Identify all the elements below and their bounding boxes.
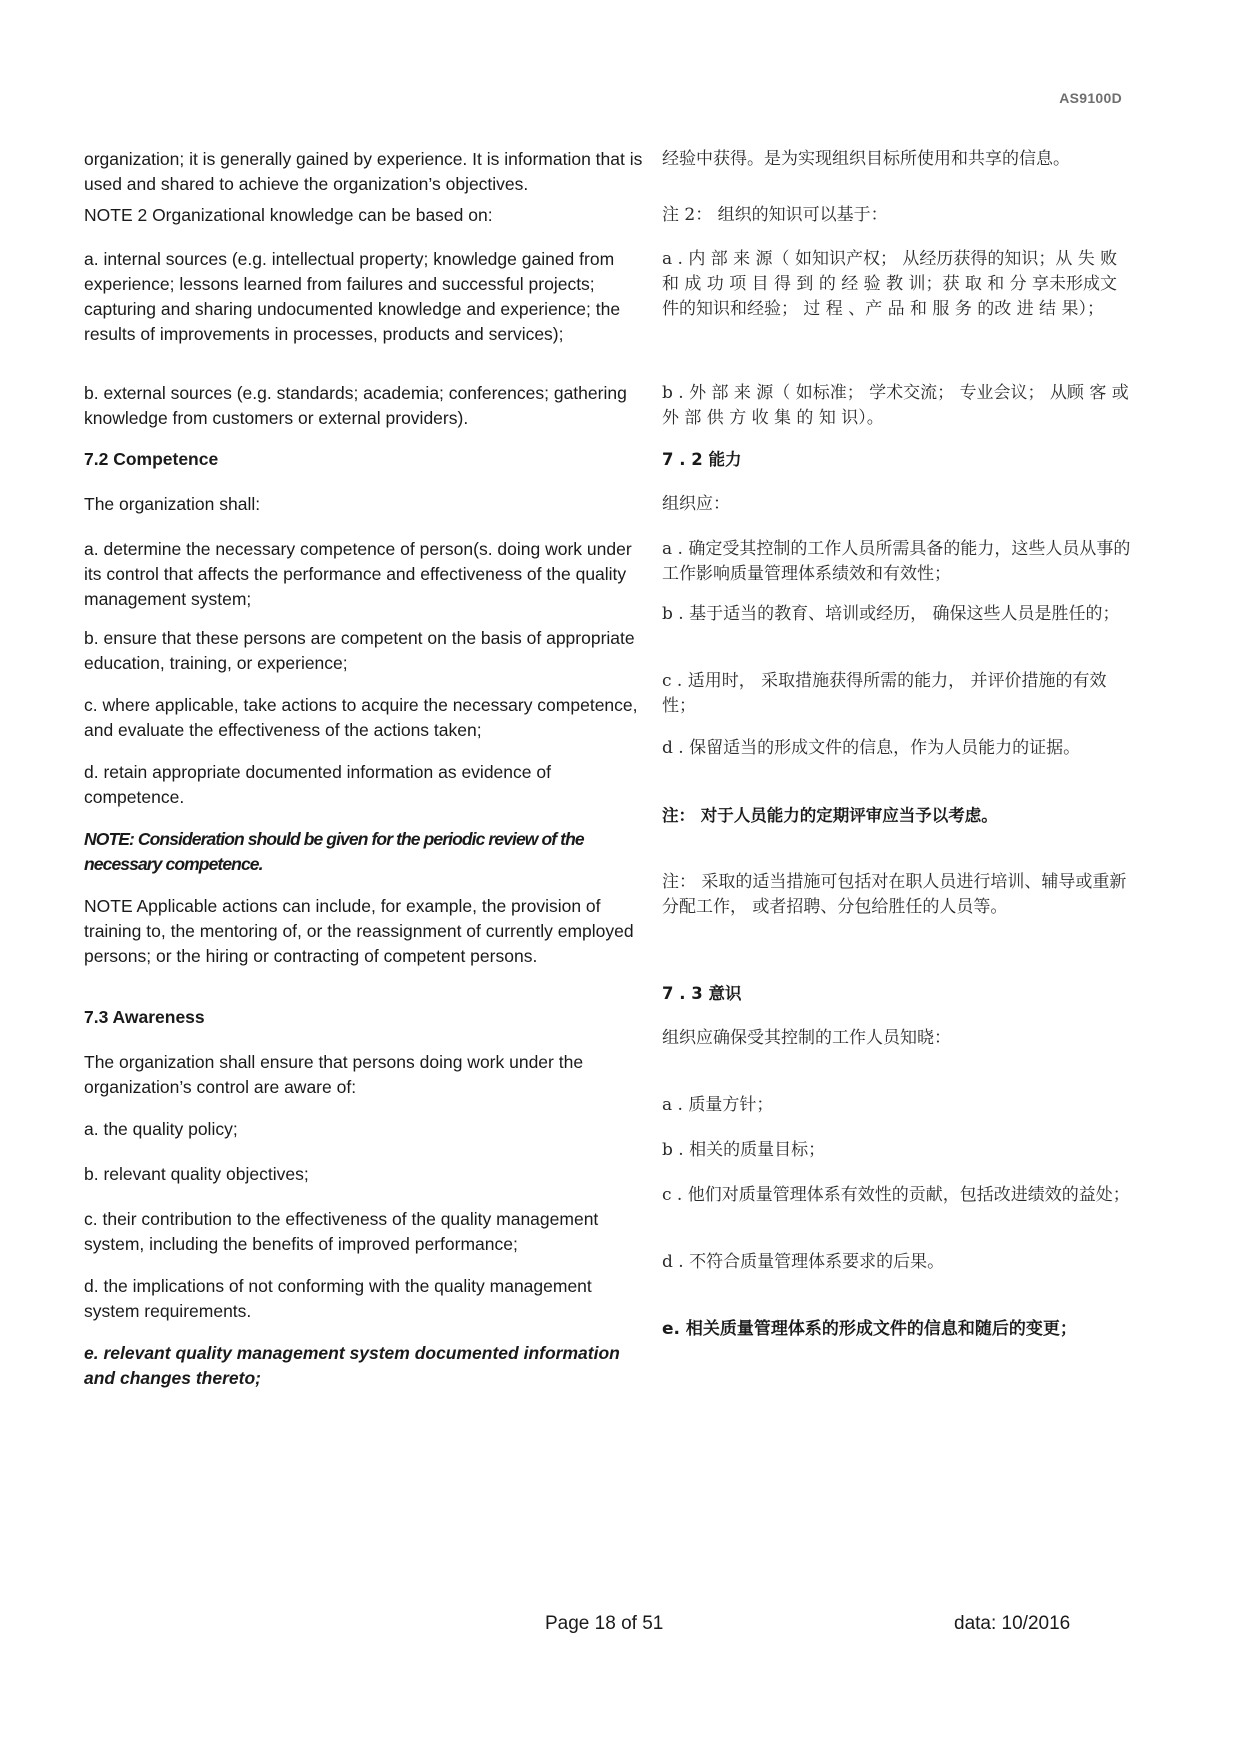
en-competence-item-c: c. where applicable, take actions to acquire the necessary competence, and evaluate the effectiveness of the actions taken;: [84, 695, 638, 740]
zh-knowledge-definition-continued: 经验中获得。是为实现组织目标所使用和共享的信息。: [662, 149, 1070, 169]
zh-internal-sources: a . 内 部 来 源（ 如知识产权； 从经历获得的知识；从 失 败 和 成 功 项 目 得 到 的 经 验 教 训；获 取 和 分 享未形成文件的知识和经验； 过 程 、产 品 和 服 务 的改 进 结 果）；: [662, 249, 1118, 319]
en-competence-item-a: a. determine the necessary competence of person(s. doing work under its control that affects the performance and effectiveness of the quality management system;: [84, 539, 632, 609]
en-awareness-item-d: d. the implications of not conforming with the quality management system requirements.: [84, 1276, 592, 1321]
page-number: Page 18 of 51: [545, 1613, 664, 1634]
zh-note-periodic-review: 注： 对于人员能力的定期评审应当予以考虑。: [662, 806, 998, 825]
en-knowledge-definition-continued: organization; it is generally gained by experience. It is information that is used and shared to achieve the organization’s objectives.: [84, 149, 643, 194]
en-external-sources: b. external sources (e.g. standards; academia; conferences; gathering knowledge from customers or external providers).: [84, 383, 627, 428]
zh-external-sources: b . 外 部 来 源（ 如标准； 学术交流； 专业会议； 从顾 客 或 外 部 供 方 收 集 的 知 识）。: [662, 383, 1129, 428]
zh-awareness-item-a: a . 质量方针；: [662, 1095, 774, 1115]
revision-date: data: 10/2016: [954, 1613, 1071, 1634]
en-note-applicable-actions: NOTE Applicable actions can include, for example, the provision of training to, the mentoring of, or the reassignment of currently employed persons; or the hiring or contracting of competent persons.: [84, 896, 634, 966]
en-awareness-item-b: b. relevant quality objectives;: [84, 1164, 309, 1184]
zh-competence-item-d: d . 保留适当的形成文件的信息，作为人员能力的证据。: [662, 738, 1081, 758]
zh-organization-shall: 组织应：: [662, 494, 730, 514]
document-code: AS9100D: [1059, 90, 1122, 106]
en-internal-sources: a. internal sources (e.g. intellectual property; knowledge gained from experience; lessons learned from failures and successful projects; capturing and sharing undocumented knowledge and experience; the results of improvements in processes, products and services);: [84, 249, 621, 344]
en-awareness-item-a: a. the quality policy;: [84, 1119, 238, 1139]
zh-heading-7-2: 7 . 2 能力: [662, 450, 742, 469]
en-note-periodic-review: NOTE: Consideration should be given for the periodic review of the necessary competence.: [84, 829, 584, 874]
zh-competence-item-a: a . 确定受其控制的工作人员所需具备的能力，这些人员从事的工作影响质量管理体系绩效和有效性；: [662, 539, 1131, 584]
zh-awareness-item-d: d . 不符合质量管理体系要求的后果。: [662, 1252, 945, 1272]
en-heading-7-3: 7.3 Awareness: [84, 1007, 205, 1027]
en-organization-shall: The organization shall:: [84, 494, 261, 514]
zh-note-2: 注 2： 组织的知识可以基于：: [662, 205, 888, 225]
zh-awareness-item-b: b . 相关的质量目标；: [662, 1140, 826, 1160]
en-competence-item-b: b. ensure that these persons are competent on the basis of appropriate education, training, or experience;: [84, 628, 635, 673]
zh-awareness-item-c: c . 他们对质量管理体系有效性的贡献，包括改进绩效的益处；: [662, 1185, 1130, 1205]
zh-awareness-item-e: e. 相关质量管理体系的形成文件的信息和随后的变更；: [662, 1319, 1077, 1339]
zh-competence-item-b: b . 基于适当的教育、培训或经历， 确保这些人员是胜任的；: [662, 604, 1120, 624]
zh-heading-7-3: 7 . 3 意识: [662, 984, 742, 1003]
zh-note-applicable-actions: 注： 采取的适当措施可包括对在职人员进行培训、辅导或重新分配工作， 或者招聘、分包给胜任的人员等。: [662, 872, 1127, 917]
en-awareness-item-c: c. their contribution to the effectiveness of the quality management system, including the benefits of improved performance;: [84, 1209, 599, 1254]
en-note-2: NOTE 2 Organizational knowledge can be based on:: [84, 205, 493, 225]
zh-awareness-intro: 组织应确保受其控制的工作人员知晓：: [662, 1028, 951, 1048]
en-awareness-intro: The organization shall ensure that persons doing work under the organization’s control are aware of:: [84, 1052, 584, 1097]
en-heading-7-2: 7.2 Competence: [84, 449, 219, 469]
zh-competence-item-c: c . 适用时， 采取措施获得所需的能力， 并评价措施的有效性；: [662, 671, 1107, 716]
en-competence-item-d: d. retain appropriate documented information as evidence of competence.: [84, 762, 551, 807]
en-awareness-item-e: e. relevant quality management system documented information and changes thereto;: [84, 1343, 620, 1388]
